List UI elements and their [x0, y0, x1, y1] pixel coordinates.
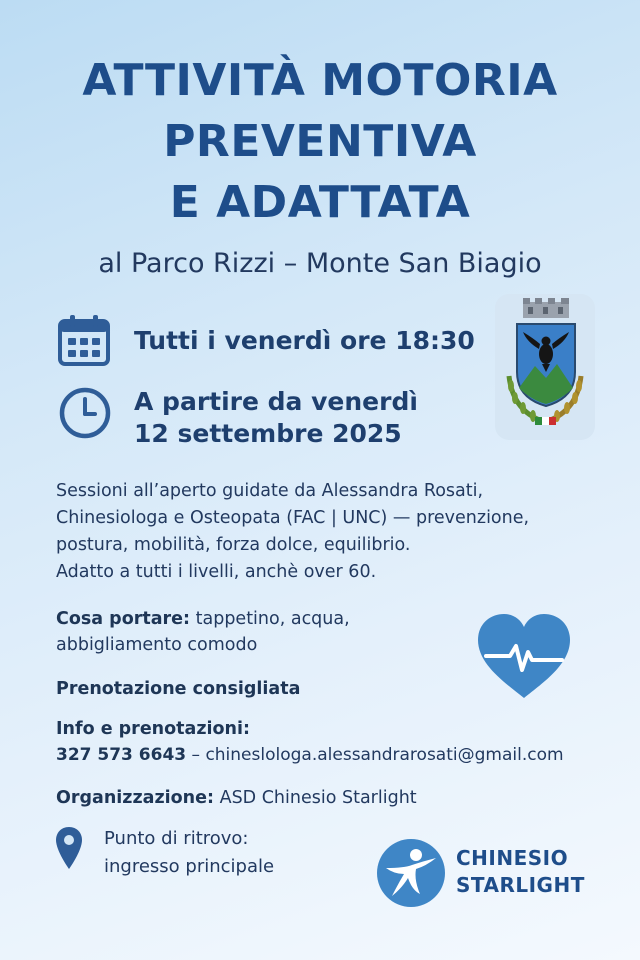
description-line-3: postura, mobilità, forza dolce, equilibrio. — [56, 535, 411, 555]
meeting-point-line-2: ingresso principale — [104, 856, 275, 877]
heart-pulse-icon — [474, 612, 574, 702]
organization-value: ASD Chinesio Starlight — [219, 788, 417, 808]
logo-line-1: CHINESIO — [456, 846, 569, 870]
schedule-start — [134, 386, 418, 450]
municipal-crest — [495, 294, 595, 440]
logo-line-2: STARLIGHT — [456, 873, 585, 897]
chinesio-starlight-logo — [456, 845, 585, 899]
bring-label: Cosa portare: — [56, 609, 191, 629]
schedule-start-line-2: 12 settembre 2025 — [134, 419, 402, 448]
schedule-start-line-1: A partire da venerdì — [134, 387, 418, 416]
info-separator: – — [191, 745, 201, 765]
calendar-icon — [56, 312, 112, 368]
title-line-1: ATTIVITÀ MOTORIA — [82, 55, 558, 106]
clock-icon — [58, 386, 112, 440]
organization-label: Organizzazione: — [56, 788, 215, 808]
info-booking — [56, 716, 564, 768]
bring-value-line-1: tappetino, acqua, — [195, 609, 350, 629]
map-pin-icon — [54, 825, 84, 871]
description-line-1: Sessioni all’aperto guidate da Alessandra Rosati, — [56, 481, 484, 501]
description-line-2: Chinesiologa e Osteopata (FAC | UNC) — prevenzione, — [56, 508, 530, 528]
poster-title — [0, 50, 640, 233]
meeting-point-line-1: Punto di ritrovo: — [104, 828, 249, 849]
booking-note-text: Prenotazione consigliata — [56, 679, 301, 699]
description-line-4: Adatto a tutti i livelli, anchè over 60. — [56, 562, 377, 582]
poster-subtitle: al Parco Rizzi – Monte San Biagio — [98, 248, 542, 279]
organization — [56, 785, 417, 811]
title-line-3: E ADATTATA — [169, 177, 471, 228]
chinesio-starlight-logo-icon — [376, 838, 446, 908]
info-phone[interactable]: 327 573 6643 — [56, 745, 187, 765]
info-label: Info e prenotazioni: — [56, 719, 251, 739]
info-email[interactable]: chineslologa.alessandrarosati@gmail.com — [205, 745, 564, 765]
schedule-weekly: Tutti i venerdì ore 18:30 — [134, 326, 475, 355]
booking-note — [56, 676, 300, 702]
activity-description — [56, 478, 616, 586]
what-to-bring — [56, 606, 350, 658]
meeting-point — [104, 825, 274, 881]
bring-value-line-2: abbigliamento comodo — [56, 635, 258, 655]
title-line-2: PREVENTIVA — [163, 116, 477, 167]
